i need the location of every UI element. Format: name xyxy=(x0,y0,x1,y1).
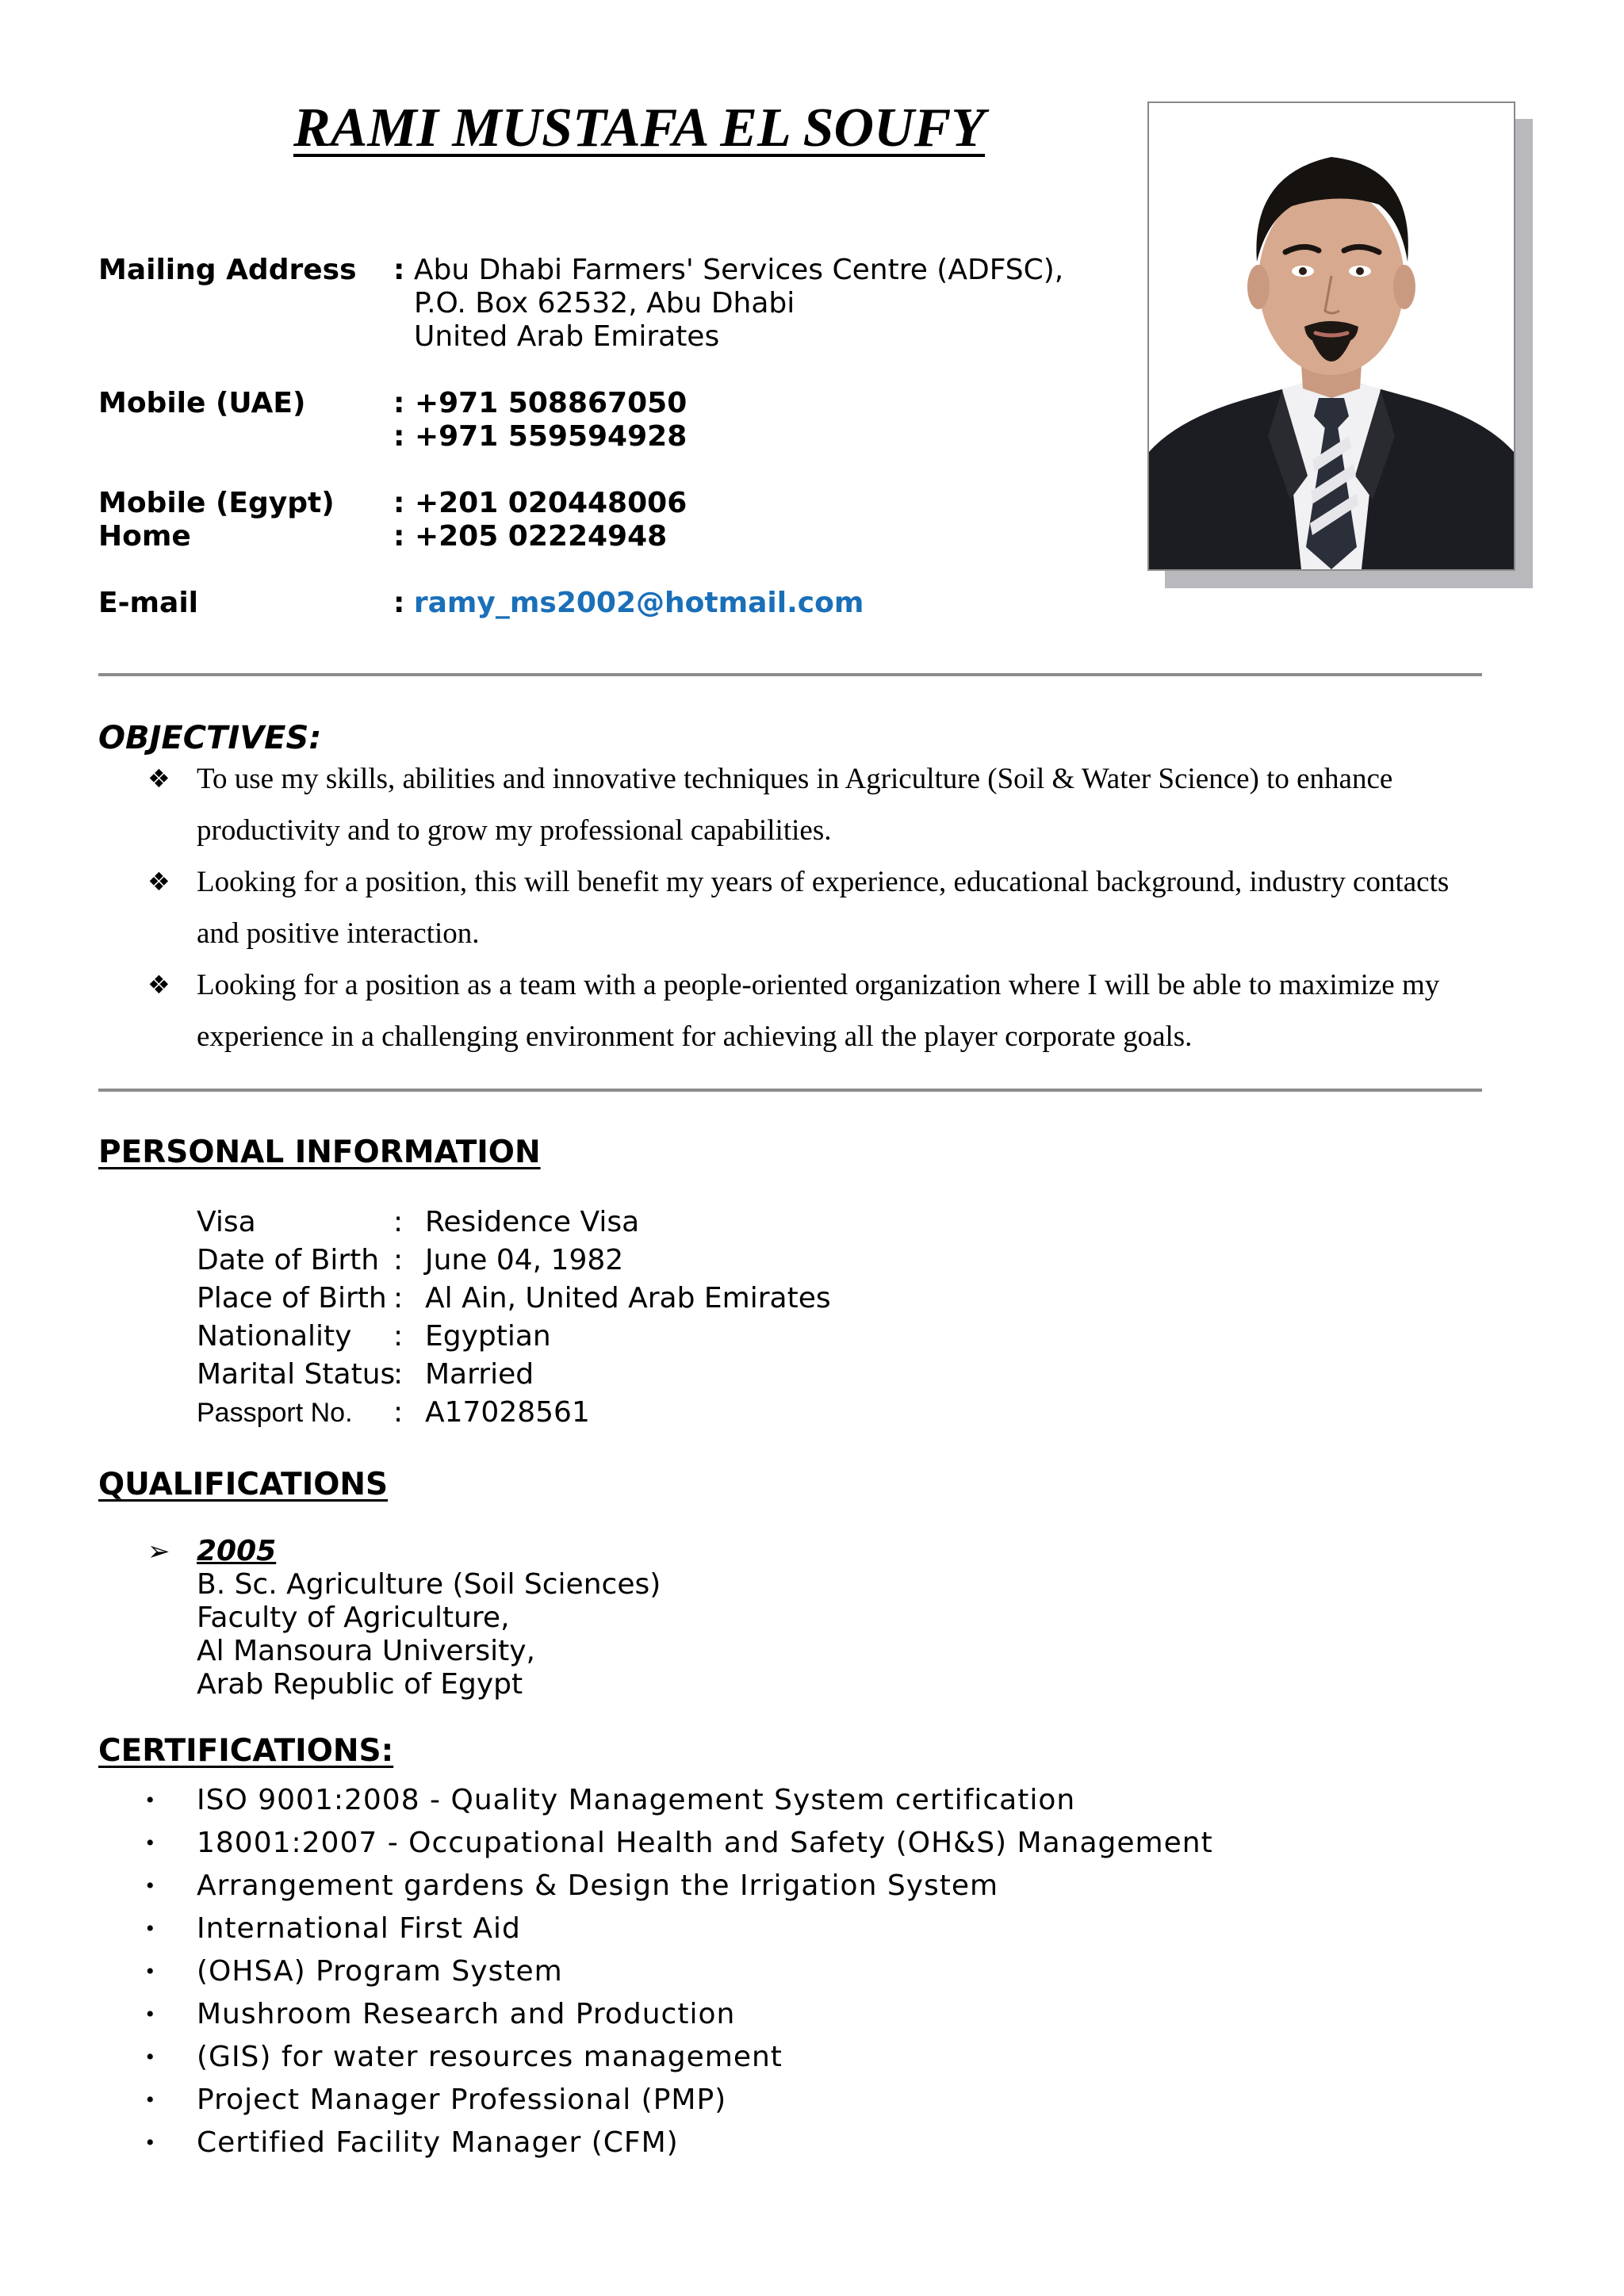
separator: : xyxy=(393,1358,404,1391)
qualification-line: Faculty of Agriculture, xyxy=(197,1601,510,1634)
personal-value: Al Ain, United Arab Emirates xyxy=(425,1282,831,1314)
dot-bullet-icon: • xyxy=(146,1830,155,1856)
dot-bullet-icon: • xyxy=(146,2087,155,2113)
qualification-line: B. Sc. Agriculture (Soil Sciences) xyxy=(197,1568,661,1601)
dot-bullet-icon: • xyxy=(146,1915,155,1942)
objectives-list xyxy=(147,753,1488,1062)
personal-info-title: PERSONAL INFORMATION xyxy=(98,1135,541,1170)
objective-text: Looking for a position as a team with a people-oriented organization where I will be able to maximize my experience in a challenging environment for achieving all the player corporate goals. xyxy=(197,969,1440,1053)
separator: : xyxy=(393,420,405,453)
profile-photo xyxy=(1147,101,1515,571)
email-link[interactable]: ramy_ms2002@hotmail.com xyxy=(413,587,864,619)
arrow-bullet-icon: ➢ xyxy=(147,1536,170,1567)
certifications-title: CERTIFICATIONS: xyxy=(98,1733,394,1769)
list-item xyxy=(147,959,1488,1062)
personal-key: Nationality xyxy=(197,1320,352,1353)
dot-bullet-icon: • xyxy=(146,2130,155,2156)
personal-value: A17028561 xyxy=(425,1396,590,1429)
separator: : xyxy=(393,1206,404,1238)
qualification-year: 2005 xyxy=(197,1535,277,1567)
objective-text: To use my skills, abilities and innovative techniques in Agriculture (Soil & Water Science) to enhance productivity and to grow my professional capabilities. xyxy=(197,763,1393,847)
certification-text: Project Manager Professional (PMP) xyxy=(197,2084,727,2116)
personal-value: Married xyxy=(425,1358,534,1391)
separator: : xyxy=(393,1320,404,1353)
separator: : xyxy=(393,1244,404,1276)
personal-key: Passport No. xyxy=(197,1398,353,1428)
section-divider xyxy=(98,673,1482,676)
mailing-address-line: P.O. Box 62532, Abu Dhabi xyxy=(414,287,795,320)
objectives-title: OBJECTIVES: xyxy=(98,720,322,756)
mailing-address-label: Mailing Address xyxy=(98,254,357,286)
separator: : xyxy=(393,520,405,553)
dot-bullet-icon: • xyxy=(146,1787,155,1813)
mobile-uae-label: Mobile (UAE) xyxy=(98,387,306,419)
certification-text: Certified Facility Manager (CFM) xyxy=(197,2126,679,2159)
certification-text: (GIS) for water resources management xyxy=(197,2041,783,2073)
dot-bullet-icon: • xyxy=(146,1958,155,1984)
mobile-uae-number: +971 559594928 xyxy=(414,420,688,453)
personal-key: Visa xyxy=(197,1206,256,1238)
email-label: E-mail xyxy=(98,587,199,619)
personal-value: Residence Visa xyxy=(425,1206,640,1238)
qualifications-title: QUALIFICATIONS xyxy=(98,1467,389,1502)
diamond-bullet-icon: ❖ xyxy=(147,970,170,1000)
list-item xyxy=(147,856,1488,959)
dot-bullet-icon: • xyxy=(146,1873,155,1899)
separator: : xyxy=(393,254,405,286)
mobile-egypt-number: +201 020448006 xyxy=(414,487,688,519)
personal-value: June 04, 1982 xyxy=(425,1244,624,1276)
objective-text: Looking for a position, this will benefit my years of experience, educational background, industry contacts and positive interaction. xyxy=(197,866,1450,950)
mobile-uae-number: +971 508867050 xyxy=(414,387,688,419)
certification-text: Mushroom Research and Production xyxy=(197,1998,736,2030)
candidate-name: RAMI MUSTAFA EL SOUFY xyxy=(293,98,986,159)
home-label: Home xyxy=(98,520,191,553)
home-number: +205 02224948 xyxy=(414,520,668,553)
certification-text: Arrangement gardens & Design the Irrigation System xyxy=(197,1869,999,1902)
personal-key: Marital Status xyxy=(197,1358,396,1391)
qualification-line: Arab Republic of Egypt xyxy=(197,1668,523,1701)
certification-text: ISO 9001:2008 - Quality Management System certification xyxy=(197,1784,1076,1816)
separator: : xyxy=(393,487,405,519)
separator: : xyxy=(393,1396,404,1429)
separator: : xyxy=(393,587,405,619)
diamond-bullet-icon: ❖ xyxy=(147,763,170,794)
certification-text: International First Aid xyxy=(197,1912,521,1945)
mailing-address-line: Abu Dhabi Farmers' Services Centre (ADFSC), xyxy=(413,254,1064,286)
portrait-illustration xyxy=(1149,103,1514,569)
separator: : xyxy=(393,387,405,419)
personal-key: Place of Birth xyxy=(197,1282,387,1314)
certification-text: 18001:2007 - Occupational Health and Safety (OH&S) Management xyxy=(197,1827,1213,1859)
diamond-bullet-icon: ❖ xyxy=(147,867,170,897)
mailing-address-line: United Arab Emirates xyxy=(414,320,720,353)
certification-text: (OHSA) Program System xyxy=(197,1955,563,1988)
personal-key: Date of Birth xyxy=(197,1244,380,1276)
section-divider xyxy=(98,1089,1482,1092)
list-item xyxy=(147,753,1488,856)
dot-bullet-icon: • xyxy=(146,2001,155,2027)
qualification-line: Al Mansoura University, xyxy=(197,1635,535,1667)
mobile-egypt-label: Mobile (Egypt) xyxy=(98,487,335,519)
separator: : xyxy=(393,1282,404,1314)
dot-bullet-icon: • xyxy=(146,2044,155,2070)
personal-value: Egyptian xyxy=(425,1320,551,1353)
